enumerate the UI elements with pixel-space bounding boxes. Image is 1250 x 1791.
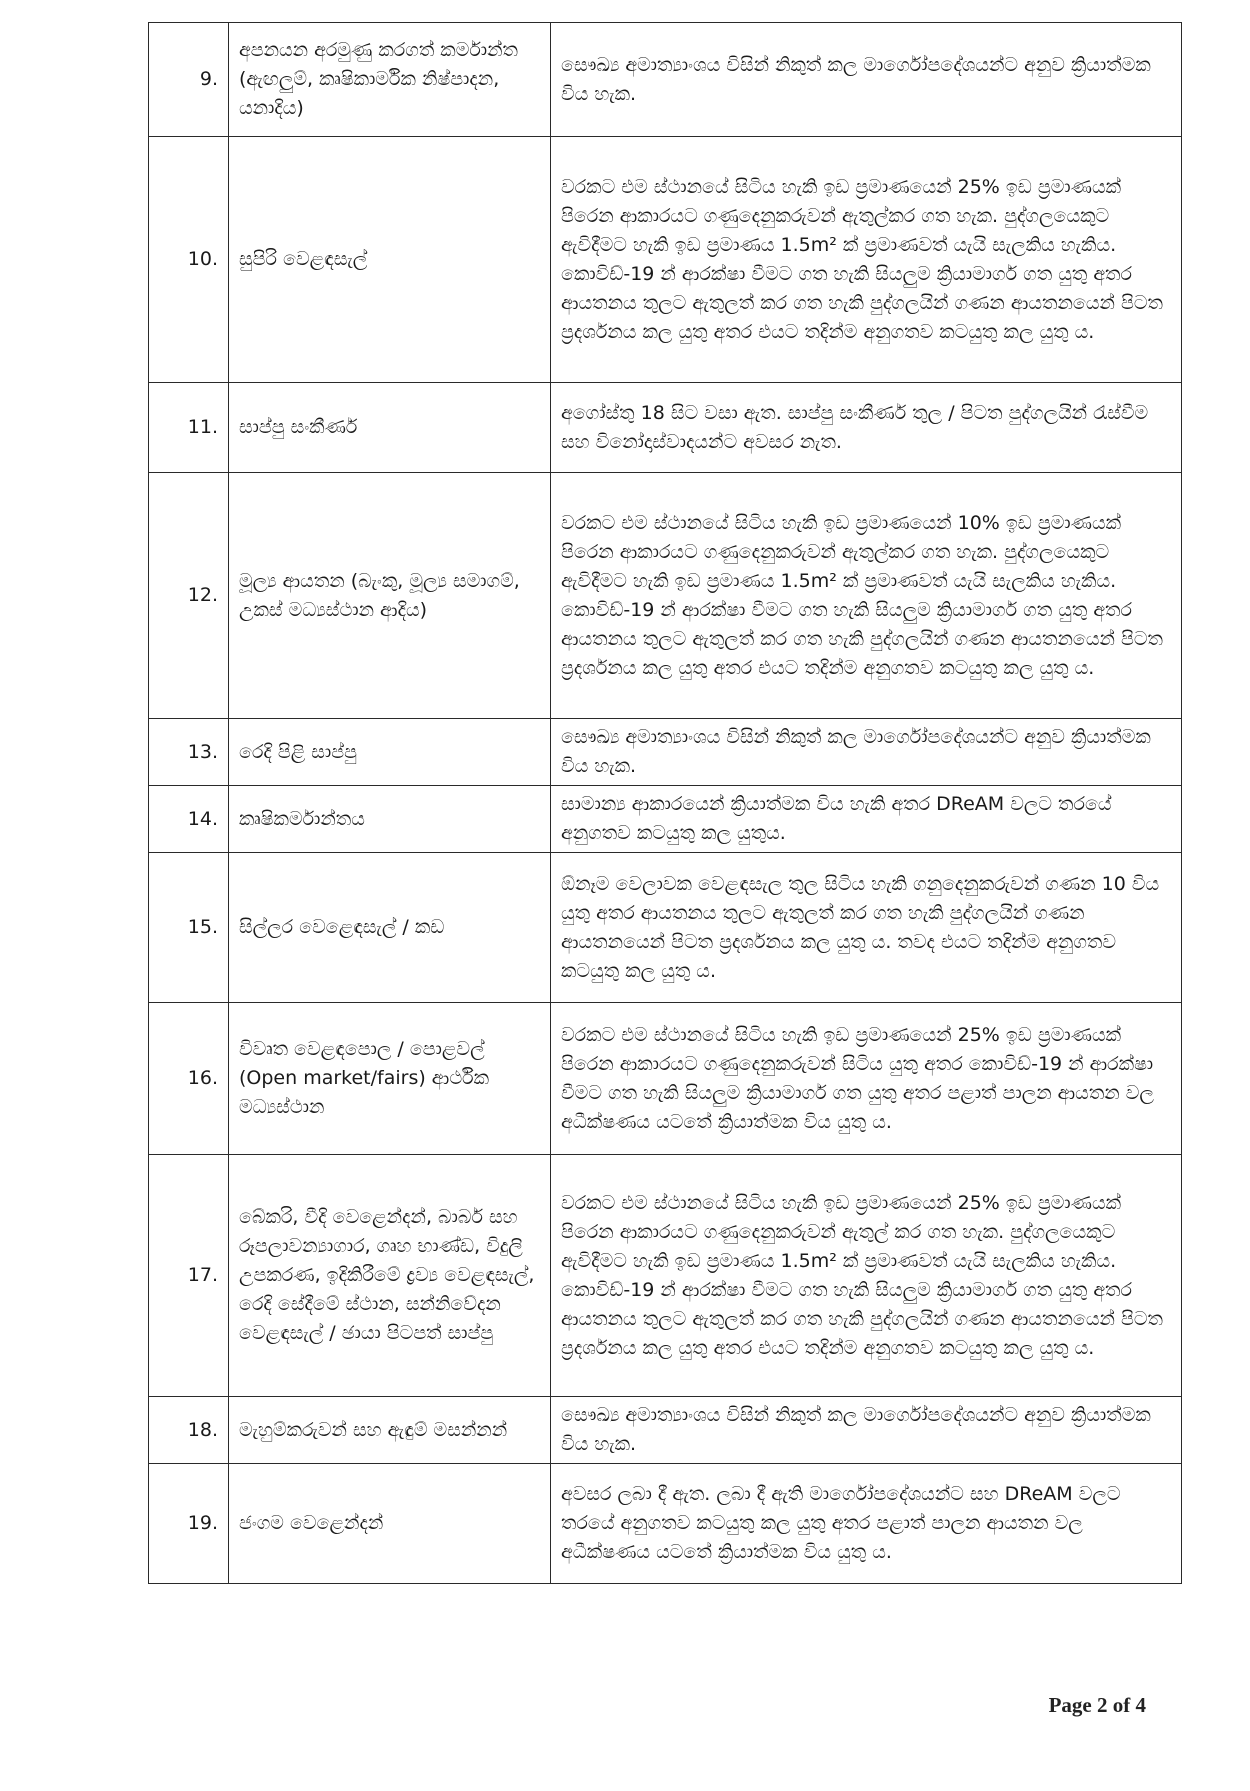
guideline-table-body	[149, 23, 1182, 1584]
row-number: 11.	[149, 383, 229, 473]
sector-name: මූල්‍ය ආයතන (බැංකු, මූල්‍ය සමාගම්, උකස් මධ්‍යස්ථාන ආදිය)	[229, 473, 551, 719]
table-row	[149, 383, 1182, 473]
guideline-text: සෞඛ්‍ය අමාත්‍යාංශය විසින් නිකුත් කල මාර්ගෝපදේශයන්ට අනුව ක්‍රියාත්මක විය හැක.	[551, 1397, 1182, 1464]
guideline-text: සෞඛ්‍ය අමාත්‍යාංශය විසින් නිකුත් කල මාර්ගෝපදේශයන්ට අනුව ක්‍රියාත්මක විය හැක.	[551, 719, 1182, 786]
sector-name: ජංගම වෙළෙන්දන්	[229, 1464, 551, 1584]
sector-name: සිල්ලර වෙළෙඳසැල් / කඩ	[229, 853, 551, 1003]
sector-name: අපනයන අරමුණු කරගත් කර්මාන්ත (ඇඟලුම්, කෘෂිකාර්මික නිෂ්පාදන, යනාදිය)	[229, 23, 551, 137]
sector-name: සුපිරි වෙළඳසැල්	[229, 137, 551, 383]
page-number: Page 2 of 4	[1048, 1693, 1146, 1717]
row-number: 17.	[149, 1155, 229, 1397]
guideline-text: වරකට එම ස්ථානයේ සිටිය හැකි ඉඩ ප්‍රමාණයෙන් 25% ඉඩ ප්‍රමාණයක් පිරෙන ආකාරයට ගණුදෙනුකරුවන් සිටිය යුතු අතර කොවිඩ්-19 න් ආරක්ෂා වීමට ගත හැකි සියලුම ක්‍රියාමාර්ග ගත යුතු අතර පළාත් පාලන ආයතන වල අධීක්ෂණය යටතේ ක්‍රියාත්මක විය යුතු ය.	[551, 1003, 1182, 1155]
table-row	[149, 1397, 1182, 1464]
row-number: 9.	[149, 23, 229, 137]
sector-name: මැහුම්කරුවන් සහ ඇඳුම් මසන්නන්	[229, 1397, 551, 1464]
guideline-text: සෞඛ්‍ය අමාත්‍යාංශය විසින් නිකුත් කල මාර්ගෝපදේශයන්ට අනුව ක්‍රියාත්මක විය හැක.	[551, 23, 1182, 137]
table-row	[149, 473, 1182, 719]
guideline-text: අවසර ලබා දී ඇත. ලබා දී ඇති මාර්ගෝපදේශයන්ට සහ DReAM වලට තරයේ අනුගතව කටයුතු කල යුතු අතර පළාත් පාලන ආයතන වල අධීක්ෂණය යටතේ ක්‍රියාත්මක විය යුතු ය.	[551, 1464, 1182, 1584]
table-row	[149, 786, 1182, 853]
guideline-text: ඕනෑම වෙලාවක වෙළඳසැල තුල සිටිය හැකි ගනුදෙනුකරුවන් ගණන 10 විය යුතු අතර ආයතනය තුලට ඇතුලත් කර ගත හැකි පුද්ගලයින් ගණන ආයතනයෙන් පිටත ප්‍රදර්ශනය කල යුතු ය. තවද එයට තදින්ම අනුගතව කටයුතු කල යුතු ය.	[551, 853, 1182, 1003]
table-row	[149, 137, 1182, 383]
row-number: 14.	[149, 786, 229, 853]
guideline-text: වරකට එම ස්ථානයේ සිටිය හැකි ඉඩ ප්‍රමාණයෙන් 10% ඉඩ ප්‍රමාණයක් පිරෙන ආකාරයට ගණුදෙනුකරුවන් ඇතුල්කර ගත හැක. පුද්ගලයෙකුට ඇවිදීමට හැකි ඉඩ ප්‍රමාණය 1.5m² ක් ප්‍රමාණවත් යැයි සැලකිය හැකිය. කොවිඩ්-19 න් ආරක්ෂා වීමට ගත හැකි සියලුම ක්‍රියාමාර්ග ගත යුතු අතර ආයතනය තුලට ඇතුලත් කර ගත හැකි පුද්ගලයින් ගණන ආයතනයෙන් පිටත ප්‍රදර්ශනය කල යුතු අතර එයට තදින්ම අනුගතව කටයුතු කල යුතු ය.	[551, 473, 1182, 719]
sector-name: සාප්පු සංකීර්ණ	[229, 383, 551, 473]
guideline-text: වරකට එම ස්ථානයේ සිටිය හැකි ඉඩ ප්‍රමාණයෙන් 25% ඉඩ ප්‍රමාණයක් පිරෙන ආකාරයට ගණුදෙනුකරුවන් ඇතුල්කර ගත හැක. පුද්ගලයෙකුට ඇවිදීමට හැකි ඉඩ ප්‍රමාණය 1.5m² ක් ප්‍රමාණවත් යැයි සැලකිය හැකිය. කොවිඩ්-19 න් ආරක්ෂා වීමට ගත හැකි සියලුම ක්‍රියාමාර්ග ගත යුතු අතර ආයතනය තුලට ඇතුලත් කර ගත හැකි පුද්ගලයින් ගණන ආයතනයෙන් පිටත ප්‍රදර්ශනය කල යුතු අතර එයට තදින්ම අනුගතව කටයුතු කල යුතු ය.	[551, 137, 1182, 383]
guideline-text: අගෝස්තු 18 සිට වසා ඇත. සාප්පු සංකීර්ණ තුල / පිටත පුද්ගලයින් රැස්වීම සහ විනෝදාස්වාදයන්ට අවසර නැත.	[551, 383, 1182, 473]
table-row	[149, 1464, 1182, 1584]
row-number: 10.	[149, 137, 229, 383]
guideline-text: වරකට එම ස්ථානයේ සිටිය හැකි ඉඩ ප්‍රමාණයෙන් 25% ඉඩ ප්‍රමාණයක් පිරෙන ආකාරයට ගණුදෙනුකරුවන් ඇතුල් කර ගත හැක. පුද්ගලයෙකුට ඇවිදීමට හැකි ඉඩ ප්‍රමාණය 1.5m² ක් ප්‍රමාණවත් යැයි සැලකිය හැකිය. කොවිඩ්-19 න් ආරක්ෂා වීමට ගත හැකි සියලුම ක්‍රියාමාර්ග ගත යුතු අතර ආයතනය තුලට ඇතුලත් කර ගත හැකි පුද්ගලයින් ගණන ආයතනයෙන් පිටත ප්‍රදර්ශනය කල යුතු අතර එයට තදින්ම අනුගතව කටයුතු කල යුතු ය.	[551, 1155, 1182, 1397]
sector-name: කෘෂිකර්මාන්තය	[229, 786, 551, 853]
row-number: 16.	[149, 1003, 229, 1155]
table-row	[149, 853, 1182, 1003]
row-number: 13.	[149, 719, 229, 786]
table-row	[149, 1003, 1182, 1155]
row-number: 19.	[149, 1464, 229, 1584]
table-row	[149, 23, 1182, 137]
guideline-text: සාමාන්‍ය ආකාරයෙන් ක්‍රියාත්මක විය හැකි අතර DReAM වලට තරයේ අනුගතව කටයුතු කල යුතුය.	[551, 786, 1182, 853]
sector-name: රෙදි පිළි සාප්පු	[229, 719, 551, 786]
table-row	[149, 1155, 1182, 1397]
table-row	[149, 719, 1182, 786]
guideline-table	[148, 22, 1182, 1584]
sector-name: විවෘත වෙළඳපොල / පොළවල් (Open market/fairs) ආර්ථික මධ්‍යස්ථාන	[229, 1003, 551, 1155]
sector-name: බේකරි, වීදි වෙළෙන්දන්, බාබර් සහ රූපලාවන්‍යාගාර, ගෘහ භාණ්ඩ, විදුලි උපකරණ, ඉදිකිරීමේ ද්‍රව්‍ය වෙළඳසැල්, රෙදි සේදීමේ ස්ථාන, සන්නිවේදන වෙළඳසැල් / ඡායා පිටපත් සාප්පු	[229, 1155, 551, 1397]
row-number: 12.	[149, 473, 229, 719]
row-number: 18.	[149, 1397, 229, 1464]
row-number: 15.	[149, 853, 229, 1003]
